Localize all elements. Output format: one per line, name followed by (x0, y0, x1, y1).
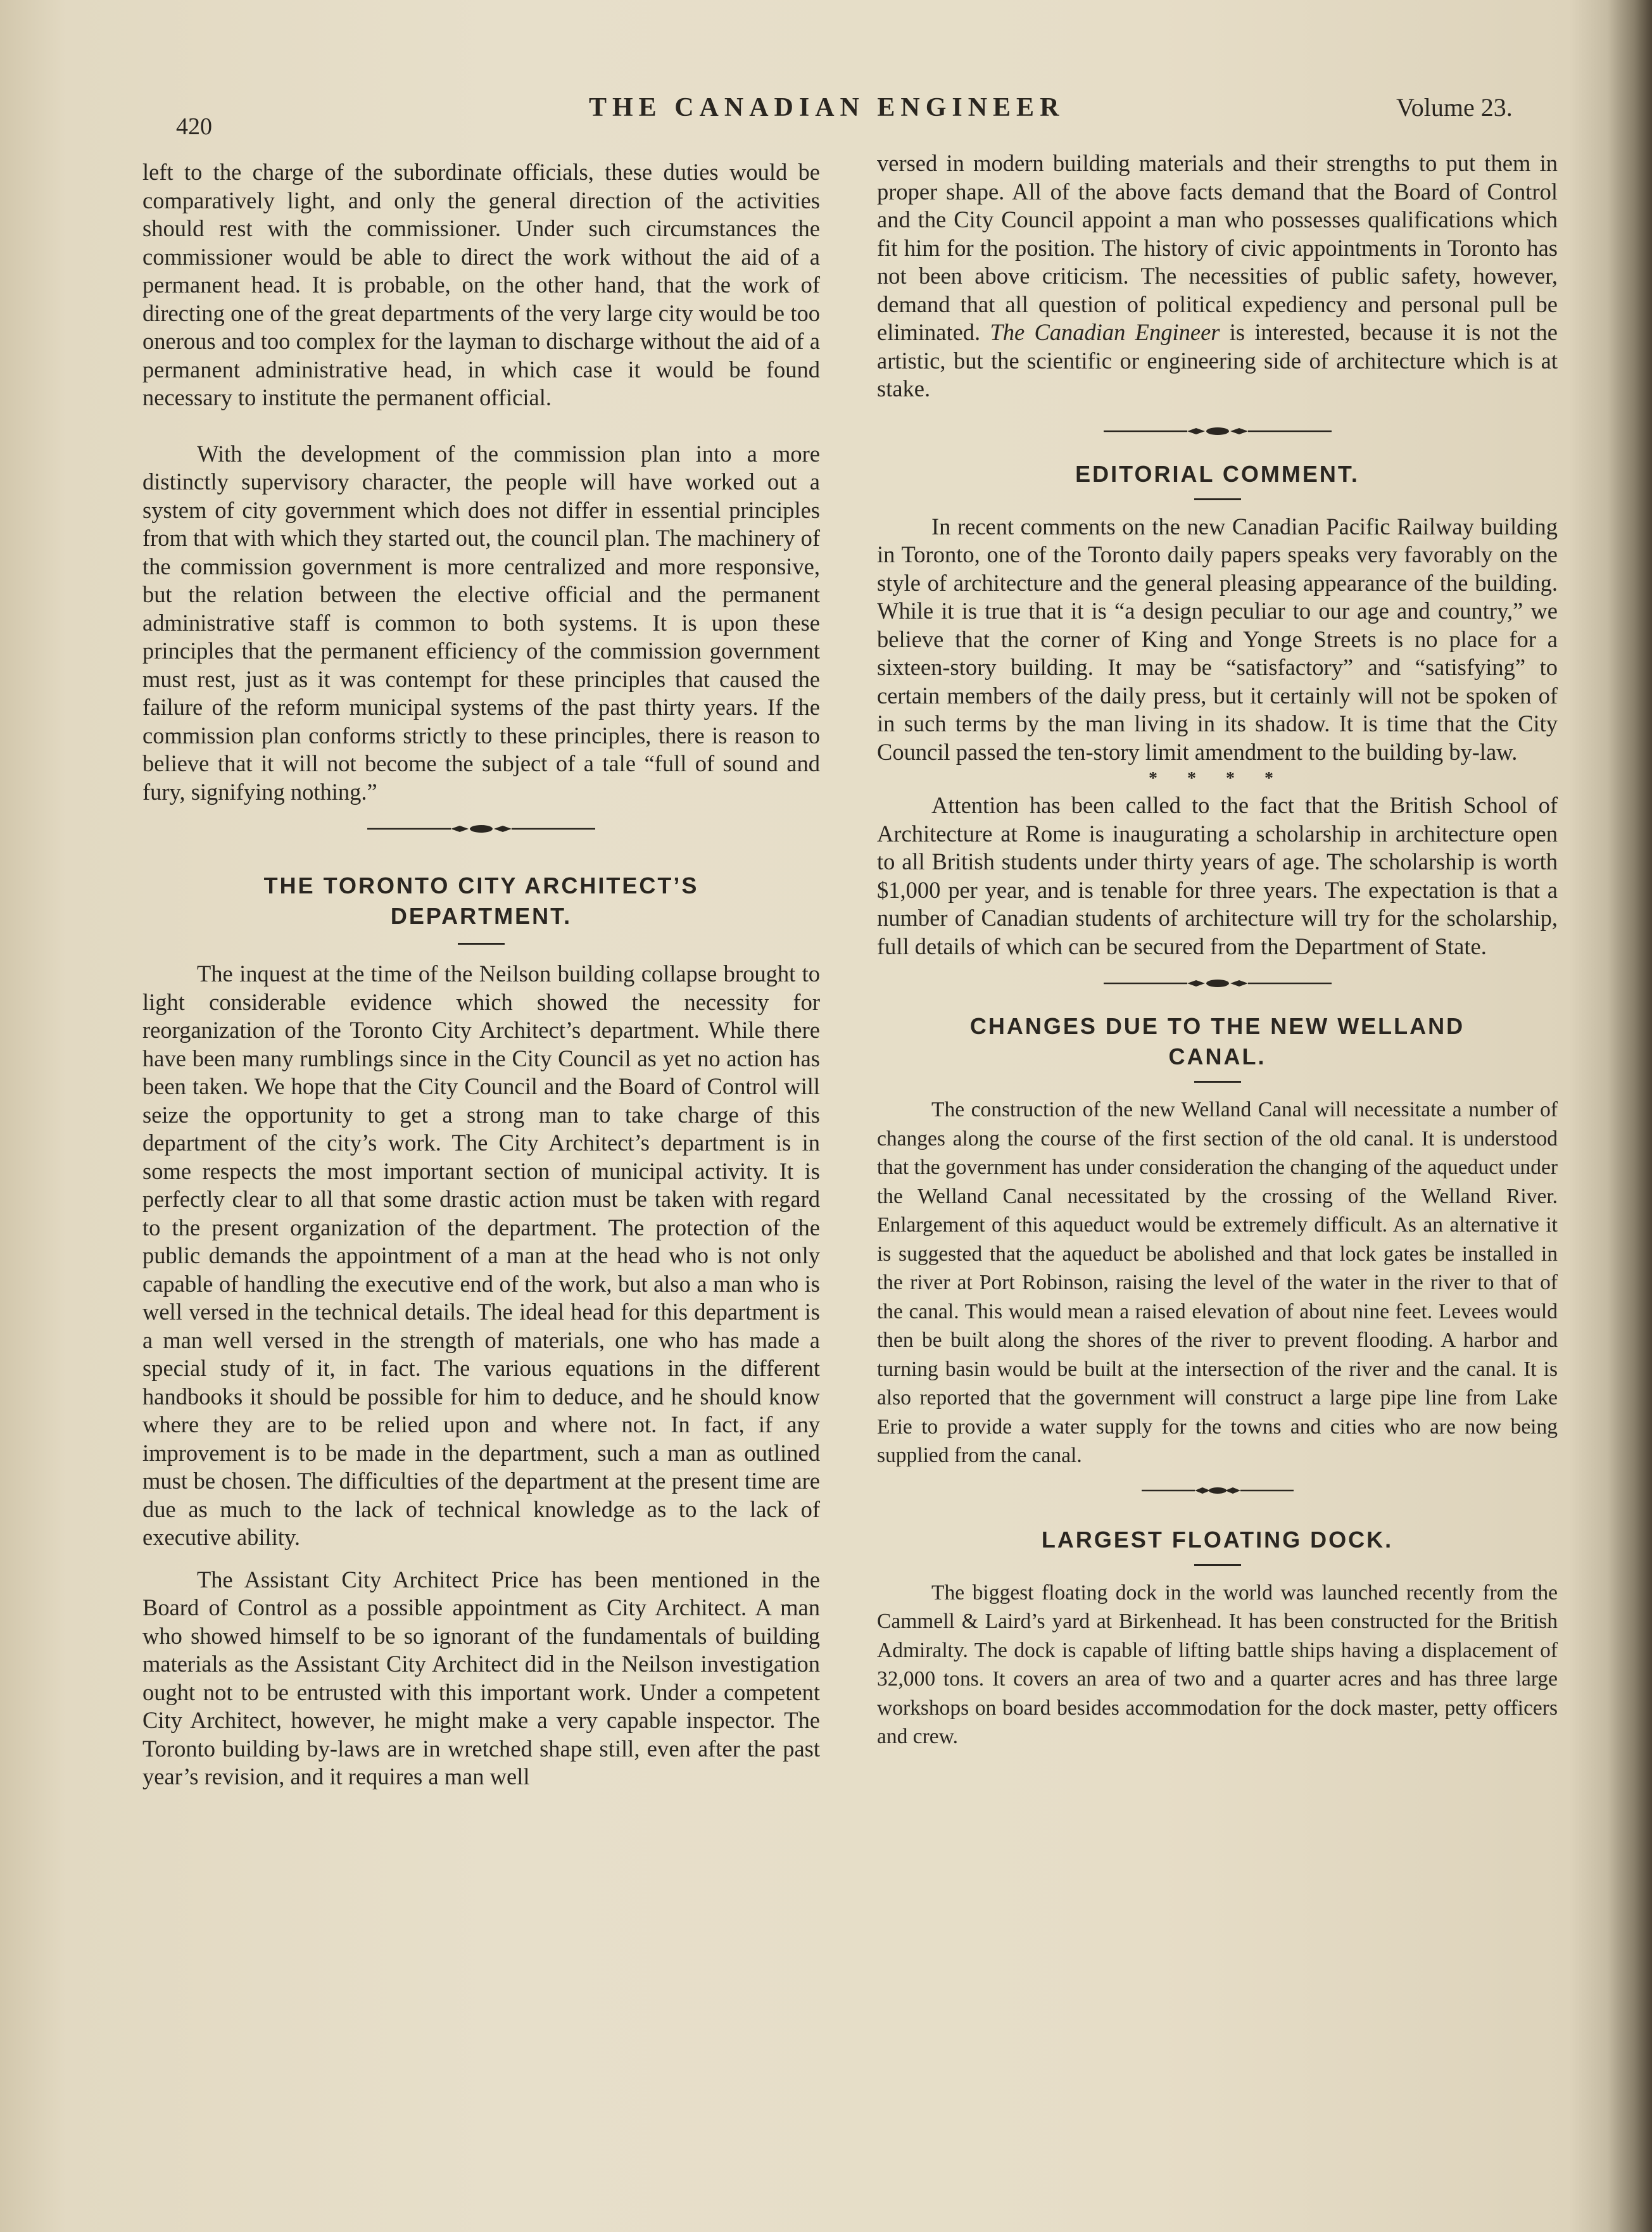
paragraph-floating-dock: The biggest floating dock in the world was launched recently from the Cammell & Laird’s yard at Birkenhead. It has been constructed for the British Admiralty. The dock is capable of lifting battle ships having a displacement of 32,000 tons. It covers an area of two and a quarter acres and has three large workshops on board besides accommodation for the dock master, petty officers and crew. (877, 1580, 1558, 1748)
page-number: 420 (176, 113, 212, 140)
paragraph-scholarship: Attention has been called to the fact that the British School of Architecture at Rome is inaugurating a scholarship in architecture open to all British students under thirty years of age. The scholarship is worth $1,000 per year, and is tenable for three years. The expectation is that a number of Canadian students of architecture will try for the scholarship, full details of which can be secured from the Department of State. (877, 792, 1558, 959)
section-divider-ornament (877, 977, 1558, 1002)
binding-gutter (1608, 0, 1652, 2232)
section-divider-ornament (877, 1484, 1558, 1510)
section-title-line2: DEPARTMENT. (390, 903, 572, 929)
section-title-city-architect (142, 871, 820, 931)
left-column (142, 158, 820, 1791)
paragraph-architect-continued (877, 149, 1558, 403)
welland-body (877, 1095, 1558, 1470)
running-head (0, 89, 1652, 139)
text-after-italic: is interested, because it is not the artistic, but the scientific or engineering side of architecture which is at stake. (877, 319, 1558, 401)
paragraph-welland-canal: The construction of the new Welland Canal will necessitate a number of changes along the course of the first section of the old canal. It is understood that the government has under consideration the changing of the aqueduct under the Welland Canal necessitated by the crossing of the Welland River. Enlargement of this aqueduct would be extremely difficult. As an alternative it is suggested that the aqueduct be abolished and that lock gates be installed in the river at Port Robinson, raising the level of the water in the river to that of the canal. This would mean a raised elevation of about nine feet. Levees would then be built along the shores of the river to prevent flooding. A harbor and turning basin would be built at the intersection of the river and the canal. It is also reported that the government will construct a large pipe line from Lake Erie to provide a water supply for the towns and cities who are now being supplied from the canal. (877, 1098, 1558, 1467)
paragraph-commission-plan: With the development of the commission plan into a more distinctly supervisory character, the people will have worked out a system of city government which does not differ in essential principles from that with which they started out, the council plan. The machinery of the commission government is more centralized and more responsive, but the relation between the elective official and the permanent administrative staff is common to both systems. It is upon these principles that the permanent efficiency of the commission government must rest, just as it was contempt for these principles that caused the failure of the reform municipal systems of the past thirty years. If the commission plan conforms strictly to these principles, there is reason to believe that it will not become the subject of a tale “full of sound and fury, signifying nothing.” (142, 440, 820, 805)
paragraph-commission-continued: left to the charge of the subordinate officials, these duties would be comparatively light, and only the general direction of the activities should rest with the commissioner. Under such circumstances the commissioner would be able to direct the work without the aid of a permanent head. It is probable, on the other hand, that the work of directing one of the great departments of the very large city would be too onerous and too complex for the layman to discharge without the aid of a permanent administrative head, in which case it would be found necessary to institute the permanent official. (142, 159, 820, 410)
section-divider-ornament (142, 823, 820, 848)
welland-title-line2: CANAL. (1168, 1043, 1266, 1069)
volume-label: Volume 23. (1396, 93, 1513, 122)
text-before-italic: versed in modern building materials and their strengths to put them in proper shape. All of the above facts demand that the Board of Control and the City Council appoint a man who possesses qualifications which fit him for the position. The history of civic appointments in Toronto has not been above criticism. The necessities of public safety, however, demand that all question of political expediency and personal pull be eliminated. (877, 150, 1558, 345)
paragraph-assistant-architect: The Assistant City Architect Price has been mentioned in the Board of Control as a possible appointment as City Architect. A man who showed himself to be so ignorant of the fundamentals of building materials as the Assistant City Architect did in the Neilson investigation ought not to be entrusted with this important work. Under a competent City Architect, however, he might make a very capable inspector. The Toronto building by-laws are in wretched shape still, even after the past year’s revision, and it requires a man well (142, 1566, 820, 1789)
section-title-floating-dock: LARGEST FLOATING DOCK. (1041, 1526, 1394, 1553)
section-title-editorial: EDITORIAL COMMENT. (1075, 460, 1359, 487)
dock-body (877, 1579, 1558, 1751)
section-title-line1: THE TORONTO CITY ARCHITECT’S (263, 873, 699, 898)
section-title-welland (877, 1011, 1558, 1072)
right-column (877, 149, 1558, 1751)
welland-title-line1: CHANGES DUE TO THE NEW WELLAND (969, 1013, 1465, 1039)
paragraph-neilson-inquest: The inquest at the time of the Neilson building collapse brought to light considerable evidence which showed the necessity for reorganization of the Toronto City Architect’s department. While there have been many rumblings since in the City Council as yet no action has been taken. We hope that the City Council and the Board of Control will seize the opportunity to get a strong man to take charge of this department of the city’s work. The City Architect’s department is in some respects the most important section of municipal activity. It is perfectly clear to all that some drastic action must be taken with regard to the present organization of the department. The protection of the public demands the appointment of a man at the head who is not only capable of handling the executive end of the work, but also a man who is well versed in the technical details. The ideal head for this department is a man well versed in the strength of materials, one who has made a special study of it, in fact. The various equations in the different handbooks it should be possible for him to deduce, and he should know where they are to be relied upon and where not. In fact, if any improvement is to be made in the department, such a man as outlined must be chosen. The difficulties of the department at the present time are due as much to the lack of technical knowledge as to the lack of executive ability. (142, 961, 820, 1550)
section-divider-ornament (877, 425, 1558, 450)
journal-title: THE CANADIAN ENGINEER (589, 93, 1065, 122)
section-stars: * * * * (1149, 769, 1286, 788)
journal-name-italic: The Canadian Engineer (990, 319, 1220, 345)
paragraph-cpr-building: In recent comments on the new Canadian Pacific Railway building in Toronto, one of the Toronto daily papers speaks very favorably on the style of architecture and the general pleasing appearance of the building. While it is true that it is “a design peculiar to our age and country,” we believe that the corner of King and Yonge Streets is no place for a sixteen-story building. It may be “satisfactory” and “satisfying” to certain members of the daily press, but it certainly will not be spoken of in such terms by the man living in its shadow. It is time that the City Council passed the ten-story limit amendment to the building by-law. (877, 513, 1558, 765)
